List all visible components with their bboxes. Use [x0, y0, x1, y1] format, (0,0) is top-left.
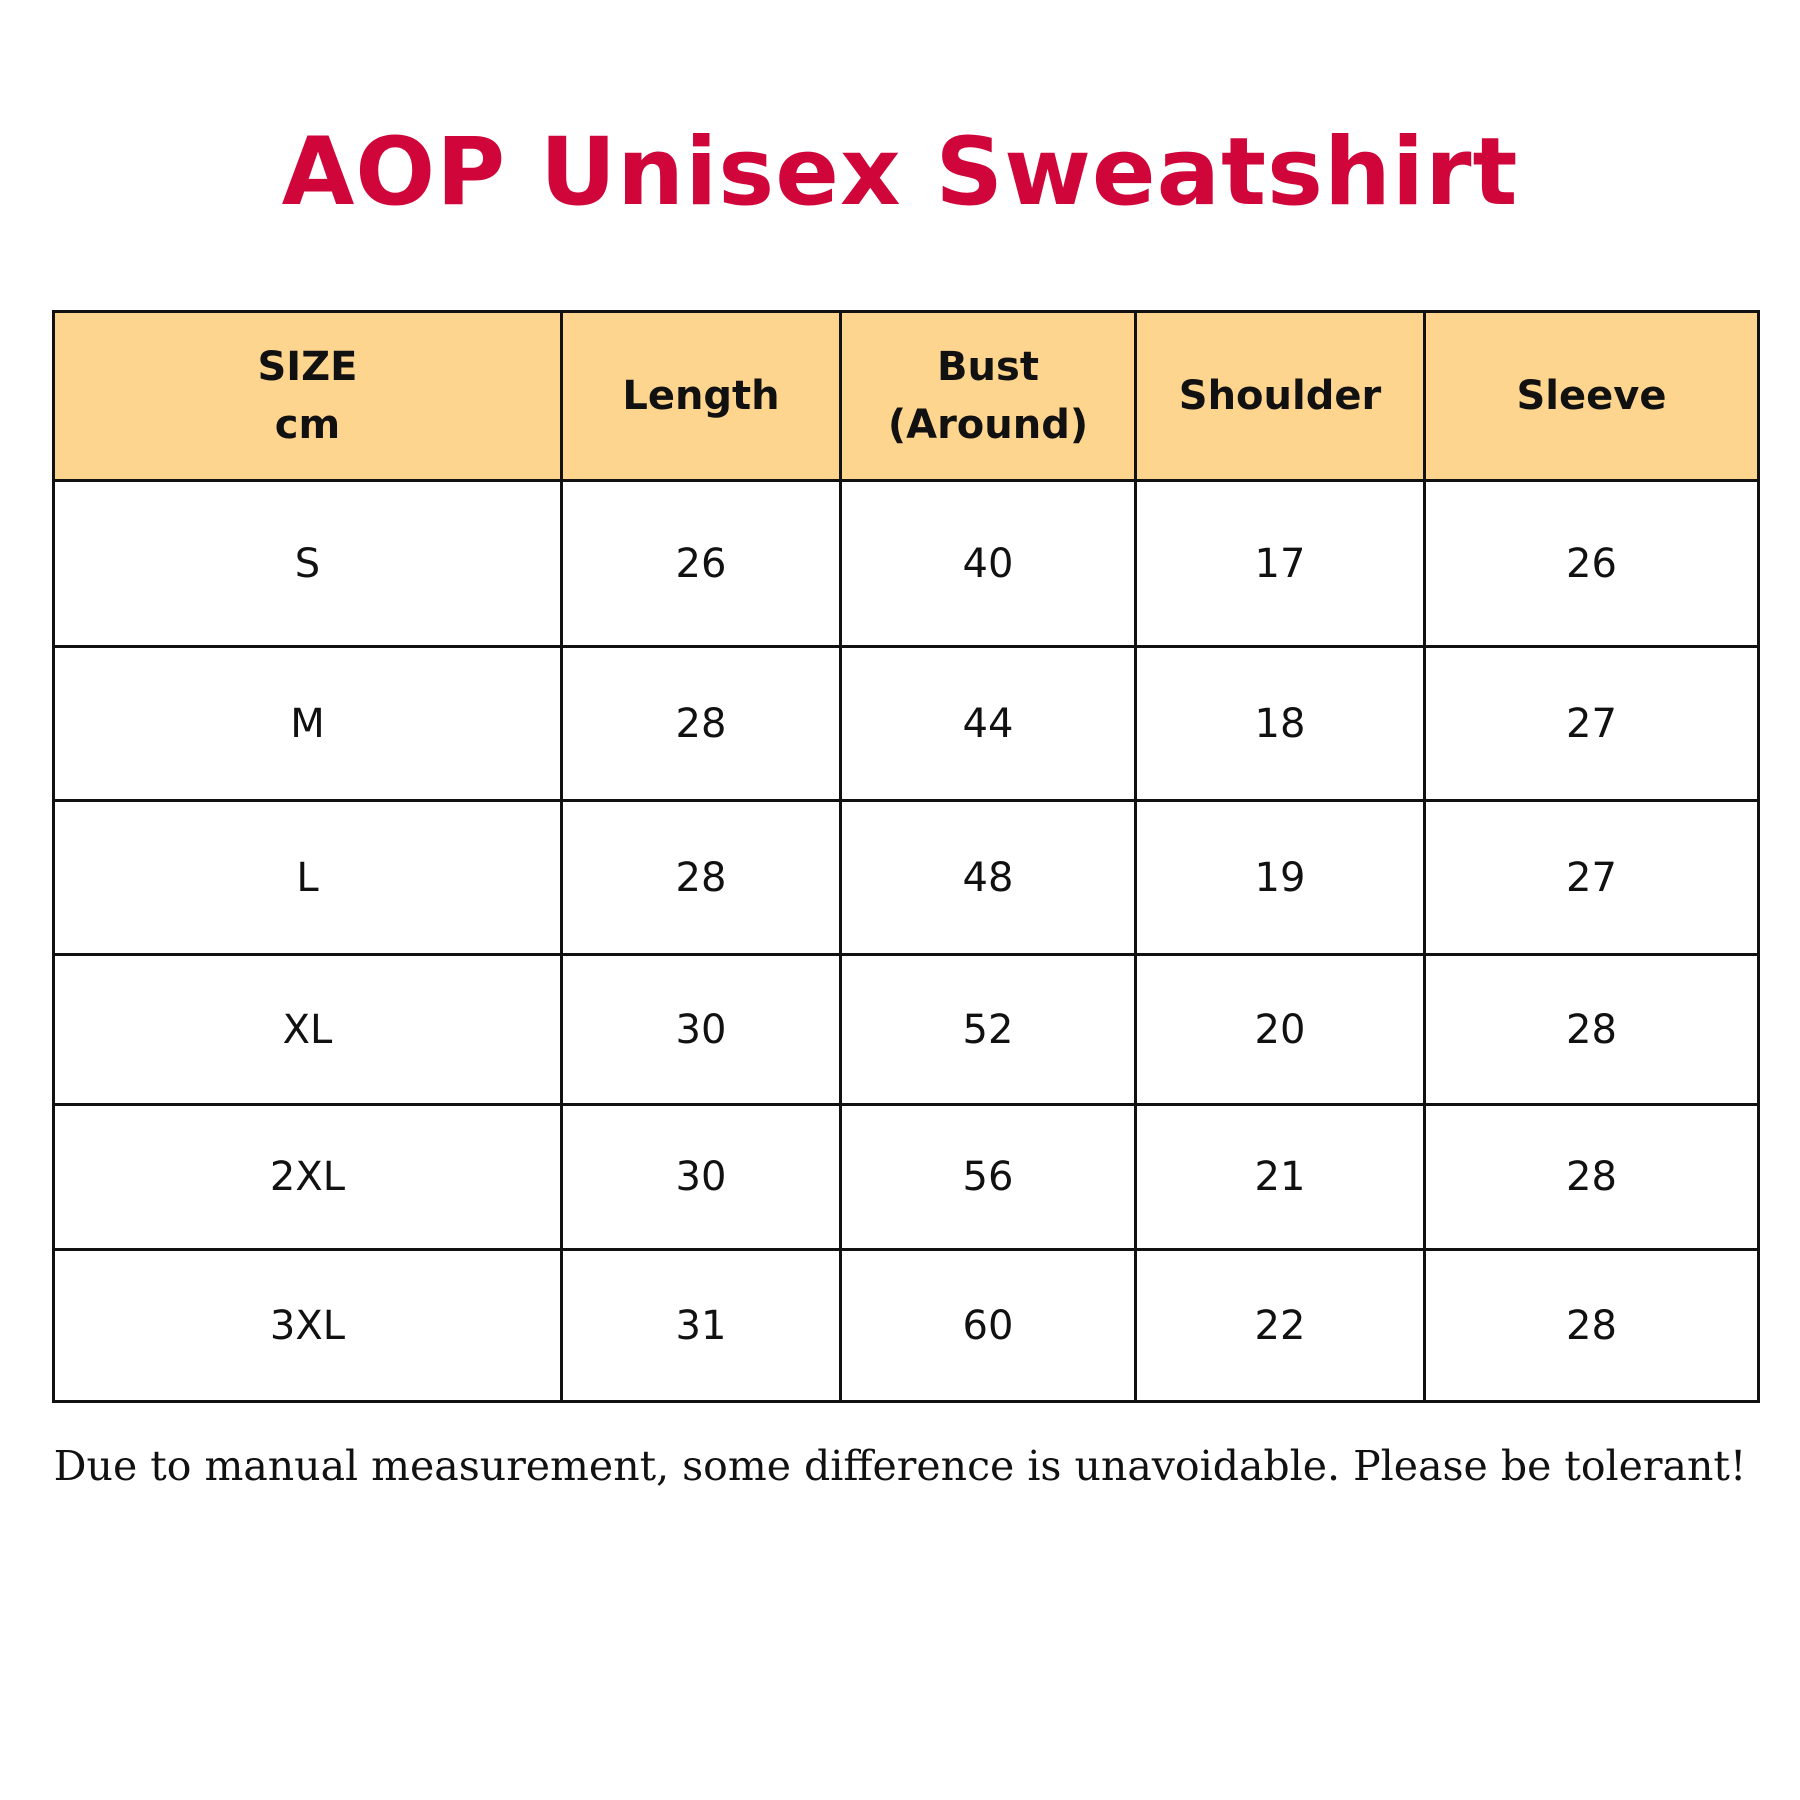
- measurement-cell: 20: [1136, 955, 1425, 1105]
- table-row: [54, 481, 1759, 647]
- measurement-cell: 28: [1425, 955, 1759, 1105]
- header-label-line: cm: [274, 402, 341, 448]
- size-cell: S: [54, 481, 562, 647]
- header-label-line: (Around): [887, 402, 1089, 448]
- size-chart-table: [52, 310, 1760, 1403]
- measurement-cell: 52: [841, 955, 1136, 1105]
- measurement-cell: 27: [1425, 801, 1759, 955]
- header-size: [54, 312, 562, 481]
- size-cell: 3XL: [54, 1250, 562, 1402]
- measurement-cell: 28: [562, 647, 841, 801]
- size-cell: XL: [54, 955, 562, 1105]
- measurement-cell: 18: [1136, 647, 1425, 801]
- header-length: [562, 312, 841, 481]
- measurement-cell: 48: [841, 801, 1136, 955]
- table-row: [54, 1250, 1759, 1402]
- measurement-cell: 60: [841, 1250, 1136, 1402]
- size-cell: L: [54, 801, 562, 955]
- header-label-line: Bust: [937, 344, 1039, 390]
- header-label-line: Length: [622, 373, 780, 419]
- table-row: [54, 801, 1759, 955]
- measurement-cell: 27: [1425, 647, 1759, 801]
- measurement-cell: 28: [1425, 1250, 1759, 1402]
- measurement-cell: 21: [1136, 1105, 1425, 1250]
- measurement-cell: 44: [841, 647, 1136, 801]
- table-row: [54, 647, 1759, 801]
- size-cell: 2XL: [54, 1105, 562, 1250]
- page-title: AOP Unisex Sweatshirt: [281, 118, 1519, 227]
- measurement-cell: 30: [562, 1105, 841, 1250]
- measurement-cell: 19: [1136, 801, 1425, 955]
- header-sleeve: [1425, 312, 1759, 481]
- measurement-cell: 26: [1425, 481, 1759, 647]
- measurement-note: Due to manual measurement, some difference is unavoidable. Please be tolerant!: [53, 1442, 1747, 1490]
- measurement-cell: 40: [841, 481, 1136, 647]
- header-shoulder: [1136, 312, 1425, 481]
- header-row: [54, 312, 1759, 481]
- header-label-line: Sleeve: [1516, 373, 1667, 419]
- measurement-cell: 56: [841, 1105, 1136, 1250]
- header-label-line: SIZE: [257, 344, 358, 390]
- header-label-line: Shoulder: [1178, 373, 1382, 419]
- measurement-cell: 26: [562, 481, 841, 647]
- header-bust: [841, 312, 1136, 481]
- table-row: [54, 1105, 1759, 1250]
- measurement-cell: 17: [1136, 481, 1425, 647]
- table-row: [54, 955, 1759, 1105]
- table-body: [54, 481, 1759, 1402]
- measurement-cell: 28: [1425, 1105, 1759, 1250]
- measurement-cell: 31: [562, 1250, 841, 1402]
- size-cell: M: [54, 647, 562, 801]
- measurement-cell: 22: [1136, 1250, 1425, 1402]
- measurement-cell: 28: [562, 801, 841, 955]
- table-header: [54, 312, 1759, 481]
- measurement-cell: 30: [562, 955, 841, 1105]
